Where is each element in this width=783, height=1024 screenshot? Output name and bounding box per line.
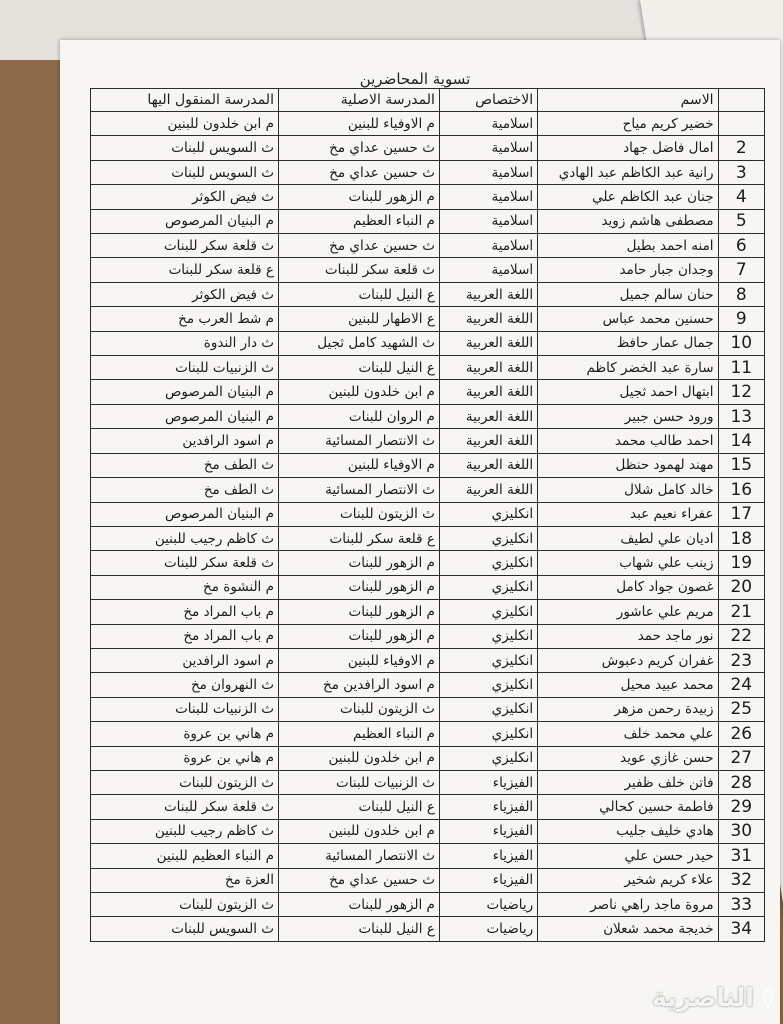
watermark: [652, 980, 776, 1014]
row-original-school: ث حسين عداي مخ: [278, 160, 439, 184]
row-specialization: اللغة العربية: [439, 478, 537, 502]
table-row: [91, 746, 765, 770]
row-destination-school: ث السويس للبنات: [91, 917, 279, 942]
row-number: [718, 112, 764, 136]
row-destination-school: ث الزيتون للبنات: [91, 893, 279, 917]
row-destination-school: العزة مخ: [91, 868, 279, 892]
row-number: 30: [718, 819, 764, 843]
row-specialization: الفيزياء: [439, 770, 537, 794]
row-name: محمد عبيد محيل: [538, 673, 718, 697]
row-number: 13: [718, 404, 764, 428]
row-name: علاء كريم شخير: [538, 868, 718, 892]
row-name: خضير كريم مياح: [538, 112, 718, 136]
row-number: 18: [718, 526, 764, 550]
row-original-school: ث قلعة سكر للبنات: [278, 258, 439, 282]
row-name: فاتن خلف ظفير: [538, 770, 718, 794]
row-number: 17: [718, 502, 764, 526]
row-specialization: انكليزي: [439, 526, 537, 550]
row-name: ابتهال احمد ثجيل: [538, 380, 718, 404]
row-destination-school: ث دار الندوة: [91, 331, 279, 355]
row-destination-school: م البنيان المرصوص: [91, 404, 279, 428]
table-row: [91, 697, 765, 721]
row-specialization: انكليزي: [439, 600, 537, 624]
row-destination-school: ث الطف مخ: [91, 453, 279, 477]
row-specialization: اللغة العربية: [439, 404, 537, 428]
row-original-school: ع قلعة سكر للبنات: [278, 526, 439, 550]
row-name: زينب علي شهاب: [538, 551, 718, 575]
row-destination-school: ث الزيتون للبنات: [91, 770, 279, 794]
row-specialization: اللغة العربية: [439, 282, 537, 306]
row-original-school: ث حسين عداي مخ: [278, 234, 439, 258]
row-destination-school: م هاني بن عروة: [91, 746, 279, 770]
row-original-school: م الاوفياء للبنين: [278, 453, 439, 477]
row-name: غفران كريم دعبوش: [538, 648, 718, 672]
table-row: [91, 819, 765, 843]
row-original-school: ع الاطهار للبنين: [278, 307, 439, 331]
row-name: مصطفى هاشم زويد: [538, 209, 718, 233]
header-destination-school: المدرسة المنقول اليها: [91, 89, 279, 112]
lecturers-table: [90, 88, 765, 942]
row-destination-school: ث قلعة سكر للبنات: [91, 795, 279, 819]
table-row: [91, 502, 765, 526]
row-destination-school: م باب المراد مخ: [91, 600, 279, 624]
row-number: 19: [718, 551, 764, 575]
table-row: [91, 722, 765, 746]
row-specialization: اسلامية: [439, 136, 537, 160]
table-row: [91, 331, 765, 355]
row-original-school: م الزهور للبنات: [278, 600, 439, 624]
header-original-school: المدرسة الاصلية: [278, 89, 439, 112]
row-number: 14: [718, 429, 764, 453]
row-original-school: م الزهور للبنات: [278, 551, 439, 575]
table-row: [91, 258, 765, 282]
table-row: [91, 356, 765, 380]
row-original-school: م الزهور للبنات: [278, 185, 439, 209]
row-destination-school: ث الزنبيات للبنات: [91, 697, 279, 721]
row-name: زبيدة رحمن مزهر: [538, 697, 718, 721]
row-specialization: اللغة العربية: [439, 331, 537, 355]
header-number: [718, 89, 764, 112]
row-number: 4: [718, 185, 764, 209]
table-row: [91, 917, 765, 942]
row-number: 6: [718, 234, 764, 258]
row-specialization: انكليزي: [439, 722, 537, 746]
row-number: 8: [718, 282, 764, 306]
row-specialization: الفيزياء: [439, 868, 537, 892]
row-destination-school: ث فيض الكوثر: [91, 185, 279, 209]
row-original-school: م ابن خلدون للبنين: [278, 380, 439, 404]
table-row: [91, 453, 765, 477]
document-title: تسوية المحاضرين: [359, 70, 471, 88]
row-number: 34: [718, 917, 764, 942]
row-original-school: ث الزيتون للبنات: [278, 697, 439, 721]
row-original-school: ث الانتصار المسائية: [278, 844, 439, 868]
row-specialization: اللغة العربية: [439, 307, 537, 331]
row-destination-school: ث الطف مخ: [91, 478, 279, 502]
row-specialization: اللغة العربية: [439, 429, 537, 453]
row-specialization: الفيزياء: [439, 795, 537, 819]
row-specialization: اللغة العربية: [439, 453, 537, 477]
row-name: امنه احمد بطيل: [538, 234, 718, 258]
table-row: [91, 282, 765, 306]
row-original-school: ع النيل للبنات: [278, 917, 439, 942]
row-original-school: ث الانتصار المسائية: [278, 478, 439, 502]
table-row: [91, 844, 765, 868]
row-name: اديان علي لطيف: [538, 526, 718, 550]
row-original-school: ث الزيتون للبنات: [278, 502, 439, 526]
table-row: [91, 478, 765, 502]
row-name: امال فاضل جهاد: [538, 136, 718, 160]
row-number: 20: [718, 575, 764, 599]
row-number: 21: [718, 600, 764, 624]
row-name: هادي خليف جليب: [538, 819, 718, 843]
row-destination-school: م النباء العظيم للبنين: [91, 844, 279, 868]
row-original-school: م الاوفياء للبنين: [278, 112, 439, 136]
row-destination-school: م اسود الرافدين: [91, 648, 279, 672]
row-name: نور ماجد حمد: [538, 624, 718, 648]
row-destination-school: م البنيان المرصوص: [91, 209, 279, 233]
row-specialization: اسلامية: [439, 112, 537, 136]
table-row: [91, 600, 765, 624]
row-original-school: م اسود الرافدين مخ: [278, 673, 439, 697]
row-name: خديجة محمد شعلان: [538, 917, 718, 942]
row-original-school: م الروان للبنات: [278, 404, 439, 428]
row-specialization: انكليزي: [439, 673, 537, 697]
row-destination-school: ث فيض الكوثر: [91, 282, 279, 306]
row-specialization: انكليزي: [439, 697, 537, 721]
row-number: 5: [718, 209, 764, 233]
table-row: [91, 160, 765, 184]
row-destination-school: م البنيان المرصوص: [91, 502, 279, 526]
row-destination-school: ث قلعة سكر للبنات: [91, 551, 279, 575]
row-name: حنان سالم جميل: [538, 282, 718, 306]
row-destination-school: م باب المراد مخ: [91, 624, 279, 648]
row-destination-school: م النشوة مخ: [91, 575, 279, 599]
row-specialization: اسلامية: [439, 209, 537, 233]
row-name: سارة عبد الخضر كاظم: [538, 356, 718, 380]
row-original-school: م الزهور للبنات: [278, 893, 439, 917]
row-specialization: الفيزياء: [439, 819, 537, 843]
row-original-school: ع النيل للبنات: [278, 356, 439, 380]
table-row: [91, 380, 765, 404]
row-specialization: انكليزي: [439, 648, 537, 672]
table-row: [91, 404, 765, 428]
row-destination-school: ع قلعة سكر للبنات: [91, 258, 279, 282]
row-specialization: انكليزي: [439, 502, 537, 526]
row-original-school: م الزهور للبنات: [278, 575, 439, 599]
table-row: [91, 551, 765, 575]
row-destination-school: ث الزنبيات للبنات: [91, 356, 279, 380]
row-number: 16: [718, 478, 764, 502]
row-name: غصون جواد كامل: [538, 575, 718, 599]
row-original-school: م ابن خلدون للبنين: [278, 746, 439, 770]
row-number: 22: [718, 624, 764, 648]
row-specialization: انكليزي: [439, 575, 537, 599]
row-number: 12: [718, 380, 764, 404]
table-row: [91, 307, 765, 331]
table-row: [91, 795, 765, 819]
row-name: رانية عبد الكاظم عبد الهادي: [538, 160, 718, 184]
row-number: 28: [718, 770, 764, 794]
header-name: الاسم: [538, 89, 718, 112]
table-row: [91, 673, 765, 697]
row-number: 29: [718, 795, 764, 819]
table-row: [91, 770, 765, 794]
row-specialization: اسلامية: [439, 258, 537, 282]
row-number: 23: [718, 648, 764, 672]
row-destination-school: م شط العرب مخ: [91, 307, 279, 331]
row-destination-school: م ابن خلدون للبنين: [91, 112, 279, 136]
row-number: 27: [718, 746, 764, 770]
row-original-school: ث حسين عداي مخ: [278, 868, 439, 892]
row-original-school: م الزهور للبنات: [278, 624, 439, 648]
row-number: 31: [718, 844, 764, 868]
row-number: 24: [718, 673, 764, 697]
row-specialization: اسلامية: [439, 185, 537, 209]
row-name: حيدر حسن علي: [538, 844, 718, 868]
row-number: 10: [718, 331, 764, 355]
row-specialization: اللغة العربية: [439, 380, 537, 404]
row-specialization: اسلامية: [439, 160, 537, 184]
row-number: 9: [718, 307, 764, 331]
table-row: [91, 868, 765, 892]
row-original-school: ث حسين عداي مخ: [278, 136, 439, 160]
row-original-school: ث الانتصار المسائية: [278, 429, 439, 453]
row-destination-school: ث السويس للبنات: [91, 160, 279, 184]
table-row: [91, 429, 765, 453]
table-header-row: [91, 89, 765, 112]
watermark-text: الناصرية: [652, 982, 754, 1012]
row-number: 11: [718, 356, 764, 380]
row-specialization: رياضيات: [439, 893, 537, 917]
table-row: [91, 234, 765, 258]
row-specialization: اسلامية: [439, 234, 537, 258]
row-number: 25: [718, 697, 764, 721]
row-name: وجدان جبار حامد: [538, 258, 718, 282]
table-row: [91, 209, 765, 233]
row-destination-school: ث السويس للبنات: [91, 136, 279, 160]
row-destination-school: ث النهروان مخ: [91, 673, 279, 697]
row-name: جنان عبد الكاظم علي: [538, 185, 718, 209]
row-original-school: ع النيل للبنات: [278, 282, 439, 306]
table-row: [91, 893, 765, 917]
table-row: [91, 624, 765, 648]
row-name: حسن غازي عويد: [538, 746, 718, 770]
row-original-school: م النباء العظيم: [278, 722, 439, 746]
row-specialization: انكليزي: [439, 551, 537, 575]
row-specialization: رياضيات: [439, 917, 537, 942]
row-specialization: انكليزي: [439, 746, 537, 770]
row-destination-school: ث كاظم رجيب للبنين: [91, 526, 279, 550]
row-destination-school: م هاني بن عروة: [91, 722, 279, 746]
row-original-school: ث الزنبيات للبنات: [278, 770, 439, 794]
table-row: [91, 136, 765, 160]
header-specialization: الاختصاص: [439, 89, 537, 112]
row-name: مروة ماجد راهي ناصر: [538, 893, 718, 917]
table-row: [91, 575, 765, 599]
row-destination-school: م اسود الرافدين: [91, 429, 279, 453]
row-original-school: م ابن خلدون للبنين: [278, 819, 439, 843]
row-name: علي محمد خلف: [538, 722, 718, 746]
row-original-school: م الاوفياء للبنين: [278, 648, 439, 672]
table-row: [91, 526, 765, 550]
row-number: 26: [718, 722, 764, 746]
row-specialization: اللغة العربية: [439, 356, 537, 380]
row-name: عفراء نعيم عبد: [538, 502, 718, 526]
row-original-school: م النباء العظيم: [278, 209, 439, 233]
nasiriyah-logo-icon: [760, 983, 776, 1011]
table-row: [91, 648, 765, 672]
row-original-school: ث الشهيد كامل ثجيل: [278, 331, 439, 355]
row-specialization: انكليزي: [439, 624, 537, 648]
row-name: جمال عمار حافظ: [538, 331, 718, 355]
row-name: خالد كامل شلال: [538, 478, 718, 502]
row-number: 7: [718, 258, 764, 282]
row-name: حسنين محمد عباس: [538, 307, 718, 331]
row-name: مهند لهمود حنظل: [538, 453, 718, 477]
row-number: 3: [718, 160, 764, 184]
row-destination-school: ث قلعة سكر للبنات: [91, 234, 279, 258]
table-row: [91, 112, 765, 136]
row-name: ورود حسن جبير: [538, 404, 718, 428]
row-number: 15: [718, 453, 764, 477]
row-original-school: ع النيل للبنات: [278, 795, 439, 819]
row-name: مريم علي عاشور: [538, 600, 718, 624]
row-number: 33: [718, 893, 764, 917]
row-number: 32: [718, 868, 764, 892]
row-name: فاطمة حسين كحالي: [538, 795, 718, 819]
row-number: 2: [718, 136, 764, 160]
row-name: احمد طالب محمد: [538, 429, 718, 453]
row-destination-school: ث كاظم رجيب للبنين: [91, 819, 279, 843]
row-destination-school: م البنيان المرصوص: [91, 380, 279, 404]
table-row: [91, 185, 765, 209]
row-specialization: الفيزياء: [439, 844, 537, 868]
